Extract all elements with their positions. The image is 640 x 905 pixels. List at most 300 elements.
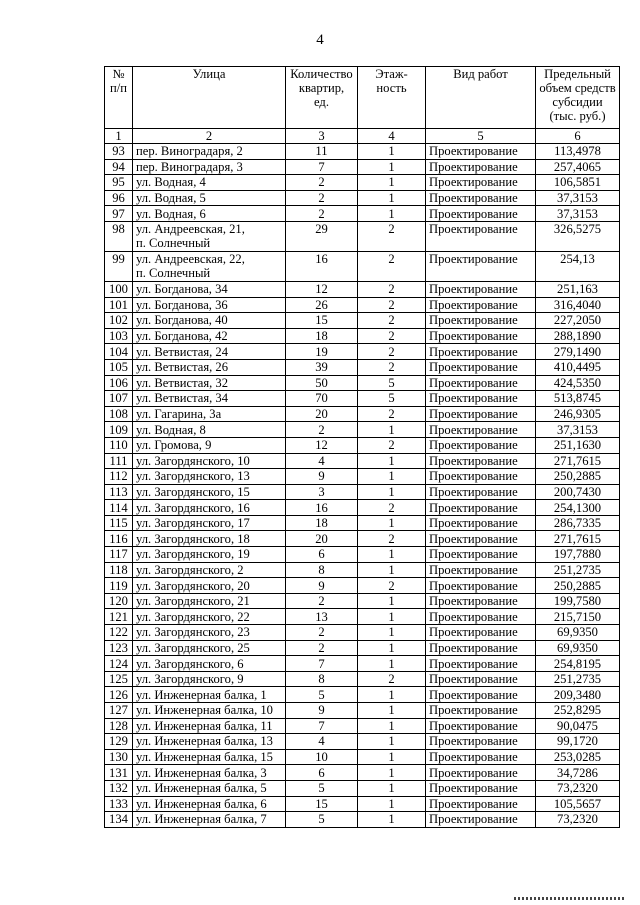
row-number: 98 [105, 221, 133, 251]
street-text: ул. Загордянского, 2 [136, 562, 244, 577]
column-index: 3 [286, 129, 358, 144]
work-type-cell: Проектирование [426, 484, 536, 500]
work-type-cell: Проектирование [426, 422, 536, 438]
row-number: 115 [105, 515, 133, 531]
floors-cell: 1 [358, 144, 426, 160]
apartments-cell: 39 [286, 359, 358, 375]
street-cell [133, 297, 286, 313]
subsidy-cell: 73,2320 [536, 780, 620, 796]
subsidy-cell: 252,8295 [536, 703, 620, 719]
apartments-cell: 4 [286, 453, 358, 469]
apartments-cell: 9 [286, 578, 358, 594]
apartments-cell: 8 [286, 562, 358, 578]
table-row [105, 406, 620, 422]
floors-cell: 2 [358, 221, 426, 251]
table-row [105, 344, 620, 360]
row-number: 103 [105, 328, 133, 344]
subsidy-cell: 254,13 [536, 251, 620, 281]
table-row [105, 531, 620, 547]
row-number: 112 [105, 469, 133, 485]
work-type-cell: Проектирование [426, 718, 536, 734]
row-number: 120 [105, 593, 133, 609]
floors-cell: 1 [358, 734, 426, 750]
subsidy-cell: 209,3480 [536, 687, 620, 703]
street-cell [133, 718, 286, 734]
subsidy-cell: 251,163 [536, 281, 620, 297]
floors-cell: 2 [358, 437, 426, 453]
table-row [105, 765, 620, 781]
work-type-cell: Проектирование [426, 547, 536, 563]
work-type-cell: Проектирование [426, 469, 536, 485]
floors-cell: 1 [358, 703, 426, 719]
street-cell [133, 221, 286, 251]
table-row [105, 687, 620, 703]
row-number: 116 [105, 531, 133, 547]
street-cell [133, 547, 286, 563]
apartments-cell: 70 [286, 391, 358, 407]
street-text: ул. Инженерная балка, 13 [136, 734, 273, 749]
subsidy-cell: 316,4040 [536, 297, 620, 313]
street-text: ул. Водная, 6 [136, 206, 206, 221]
row-number: 122 [105, 625, 133, 641]
street-text: ул. Богданова, 34 [136, 282, 228, 297]
row-number: 119 [105, 578, 133, 594]
street-cell [133, 515, 286, 531]
row-number: 109 [105, 422, 133, 438]
street-text: ул. Загордянского, 13 [136, 469, 250, 484]
street-text: ул. Водная, 4 [136, 175, 206, 190]
street-text: ул. Андреевская, 22, п. Солнечный [136, 251, 245, 280]
floors-cell: 2 [358, 359, 426, 375]
apartments-cell: 11 [286, 144, 358, 160]
column-index: 5 [426, 129, 536, 144]
table-row [105, 796, 620, 812]
floors-cell: 1 [358, 718, 426, 734]
floors-cell: 1 [358, 593, 426, 609]
floors-cell: 1 [358, 547, 426, 563]
table-row [105, 453, 620, 469]
work-type-cell: Проектирование [426, 625, 536, 641]
work-type-cell: Проектирование [426, 453, 536, 469]
apartments-cell: 5 [286, 687, 358, 703]
apartments-cell: 2 [286, 625, 358, 641]
table-row [105, 297, 620, 313]
column-index: 1 [105, 129, 133, 144]
table-row [105, 437, 620, 453]
row-number: 132 [105, 780, 133, 796]
table-row [105, 703, 620, 719]
work-type-cell: Проектирование [426, 344, 536, 360]
row-number: 95 [105, 175, 133, 191]
street-text: ул. Инженерная балка, 15 [136, 750, 273, 765]
street-text: пер. Виноградаря, 3 [136, 159, 243, 174]
row-number: 123 [105, 640, 133, 656]
street-text: ул. Ветвистая, 34 [136, 391, 229, 406]
row-number: 111 [105, 453, 133, 469]
floors-cell: 2 [358, 500, 426, 516]
street-cell [133, 812, 286, 828]
work-type-cell: Проектирование [426, 313, 536, 329]
header-number: № п/п [105, 67, 133, 129]
work-type-cell: Проектирование [426, 206, 536, 222]
table-row [105, 175, 620, 191]
street-text: ул. Ветвистая, 32 [136, 375, 229, 390]
street-text: ул. Инженерная балка, 7 [136, 812, 267, 827]
street-text: ул. Инженерная балка, 1 [136, 687, 267, 702]
apartments-cell: 29 [286, 221, 358, 251]
row-number: 102 [105, 313, 133, 329]
floors-cell: 1 [358, 749, 426, 765]
work-type-cell: Проектирование [426, 328, 536, 344]
street-text: ул. Инженерная балка, 10 [136, 703, 273, 718]
floors-cell: 1 [358, 484, 426, 500]
floors-cell: 1 [358, 656, 426, 672]
row-number: 106 [105, 375, 133, 391]
floors-cell: 1 [358, 515, 426, 531]
row-number: 126 [105, 687, 133, 703]
apartments-cell: 4 [286, 734, 358, 750]
street-cell [133, 640, 286, 656]
street-text: ул. Ветвистая, 26 [136, 360, 229, 375]
table-row [105, 144, 620, 160]
street-text: ул. Загордянского, 15 [136, 484, 250, 499]
row-number: 118 [105, 562, 133, 578]
street-cell [133, 251, 286, 281]
street-cell [133, 796, 286, 812]
work-type-cell: Проектирование [426, 144, 536, 160]
street-cell [133, 359, 286, 375]
table-row [105, 671, 620, 687]
table-row [105, 734, 620, 750]
work-type-cell: Проектирование [426, 531, 536, 547]
subsidy-cell: 271,7615 [536, 453, 620, 469]
street-text: ул. Водная, 8 [136, 422, 206, 437]
subsidy-cell: 326,5275 [536, 221, 620, 251]
table-row [105, 281, 620, 297]
floors-cell: 1 [358, 640, 426, 656]
apartments-cell: 6 [286, 765, 358, 781]
table-row [105, 159, 620, 175]
street-cell [133, 406, 286, 422]
subsidy-cell: 288,1890 [536, 328, 620, 344]
table-row [105, 500, 620, 516]
work-type-cell: Проектирование [426, 251, 536, 281]
floors-cell: 1 [358, 206, 426, 222]
work-type-cell: Проектирование [426, 609, 536, 625]
work-type-cell: Проектирование [426, 375, 536, 391]
street-text: ул. Загордянского, 22 [136, 609, 250, 624]
street-cell [133, 593, 286, 609]
street-cell [133, 609, 286, 625]
subsidy-cell: 253,0285 [536, 749, 620, 765]
subsidy-cell: 69,9350 [536, 625, 620, 641]
row-number: 107 [105, 391, 133, 407]
apartments-cell: 9 [286, 703, 358, 719]
street-cell [133, 687, 286, 703]
apartments-cell: 5 [286, 780, 358, 796]
row-number: 129 [105, 734, 133, 750]
street-text: ул. Богданова, 40 [136, 313, 228, 328]
apartments-cell: 5 [286, 812, 358, 828]
table-row [105, 656, 620, 672]
column-index: 4 [358, 129, 426, 144]
row-number: 113 [105, 484, 133, 500]
floors-cell: 2 [358, 344, 426, 360]
apartments-cell: 3 [286, 484, 358, 500]
row-number: 94 [105, 159, 133, 175]
subsidy-cell: 90,0475 [536, 718, 620, 734]
work-type-cell: Проектирование [426, 159, 536, 175]
floors-cell: 1 [358, 625, 426, 641]
apartments-cell: 16 [286, 500, 358, 516]
page-number: 4 [316, 32, 324, 48]
table-row [105, 547, 620, 563]
table-row [105, 375, 620, 391]
apartments-cell: 7 [286, 718, 358, 734]
subsidy-cell: 105,5657 [536, 796, 620, 812]
floors-cell: 1 [358, 159, 426, 175]
street-text: ул. Инженерная балка, 3 [136, 765, 267, 780]
subsidy-cell: 251,2735 [536, 671, 620, 687]
street-cell [133, 422, 286, 438]
row-number: 97 [105, 206, 133, 222]
subsidy-cell: 200,7430 [536, 484, 620, 500]
work-type-cell: Проектирование [426, 593, 536, 609]
work-type-cell: Проектирование [426, 406, 536, 422]
apartments-cell: 13 [286, 609, 358, 625]
floors-cell: 1 [358, 687, 426, 703]
apartments-cell: 2 [286, 422, 358, 438]
apartments-cell: 20 [286, 406, 358, 422]
street-cell [133, 391, 286, 407]
work-type-cell: Проектирование [426, 221, 536, 251]
street-cell [133, 578, 286, 594]
floors-cell: 1 [358, 796, 426, 812]
floors-cell: 2 [358, 313, 426, 329]
street-cell [133, 780, 286, 796]
street-cell [133, 531, 286, 547]
work-type-cell: Проектирование [426, 500, 536, 516]
table-row [105, 593, 620, 609]
table-row [105, 328, 620, 344]
street-text: ул. Загордянского, 17 [136, 516, 250, 531]
street-text: ул. Загордянского, 20 [136, 578, 250, 593]
floors-cell: 2 [358, 281, 426, 297]
apartments-cell: 6 [286, 547, 358, 563]
table-row [105, 515, 620, 531]
floors-cell: 2 [358, 671, 426, 687]
floors-cell: 1 [358, 562, 426, 578]
subsidy-cell: 251,1630 [536, 437, 620, 453]
street-cell [133, 500, 286, 516]
subsidy-cell: 410,4495 [536, 359, 620, 375]
work-type-cell: Проектирование [426, 437, 536, 453]
street-cell [133, 749, 286, 765]
floors-cell: 2 [358, 251, 426, 281]
floors-cell: 5 [358, 375, 426, 391]
apartments-cell: 26 [286, 297, 358, 313]
apartments-cell: 18 [286, 515, 358, 531]
subsidy-cell: 37,3153 [536, 422, 620, 438]
row-number: 134 [105, 812, 133, 828]
apartments-cell: 2 [286, 175, 358, 191]
street-cell [133, 453, 286, 469]
work-type-cell: Проектирование [426, 796, 536, 812]
street-cell [133, 144, 286, 160]
subsidy-cell: 99,1720 [536, 734, 620, 750]
row-number: 101 [105, 297, 133, 313]
floors-cell: 2 [358, 406, 426, 422]
row-number: 130 [105, 749, 133, 765]
street-cell [133, 656, 286, 672]
street-text: ул. Ветвистая, 24 [136, 344, 229, 359]
subsidy-cell: 251,2735 [536, 562, 620, 578]
header-street: Улица [133, 67, 286, 129]
street-cell [133, 734, 286, 750]
table-row [105, 625, 620, 641]
row-number: 133 [105, 796, 133, 812]
street-cell [133, 328, 286, 344]
floors-cell: 2 [358, 531, 426, 547]
street-cell [133, 671, 286, 687]
subsidy-cell: 246,9305 [536, 406, 620, 422]
street-text: ул. Загордянского, 23 [136, 625, 250, 640]
apartments-cell: 12 [286, 281, 358, 297]
street-cell [133, 562, 286, 578]
table-header [105, 67, 620, 144]
apartments-cell: 9 [286, 469, 358, 485]
street-text: ул. Водная, 5 [136, 191, 206, 206]
table-row [105, 313, 620, 329]
column-index: 2 [133, 129, 286, 144]
table-row [105, 359, 620, 375]
apartments-cell: 15 [286, 796, 358, 812]
table-row [105, 718, 620, 734]
floors-cell: 5 [358, 391, 426, 407]
apartments-cell: 50 [286, 375, 358, 391]
subsidy-cell: 199,7580 [536, 593, 620, 609]
subsidy-cell: 513,8745 [536, 391, 620, 407]
floors-cell: 2 [358, 328, 426, 344]
table-row [105, 251, 620, 281]
floors-cell: 1 [358, 469, 426, 485]
work-type-cell: Проектирование [426, 359, 536, 375]
street-cell [133, 281, 286, 297]
street-cell [133, 313, 286, 329]
row-number: 125 [105, 671, 133, 687]
subsidy-cell: 69,9350 [536, 640, 620, 656]
work-type-cell: Проектирование [426, 578, 536, 594]
apartments-cell: 12 [286, 437, 358, 453]
apartments-cell: 18 [286, 328, 358, 344]
table-row [105, 609, 620, 625]
table-row [105, 812, 620, 828]
work-type-cell: Проектирование [426, 281, 536, 297]
table-row [105, 221, 620, 251]
apartments-cell: 20 [286, 531, 358, 547]
table-row [105, 578, 620, 594]
subsidy-cell: 254,1300 [536, 500, 620, 516]
table-row [105, 469, 620, 485]
street-cell [133, 206, 286, 222]
header-apartments: Количество квартир, ед. [286, 67, 358, 129]
apartments-cell: 10 [286, 749, 358, 765]
header-subsidy: Предельный объем средств субсидии (тыс. руб.) [536, 67, 620, 129]
street-cell [133, 703, 286, 719]
row-number: 110 [105, 437, 133, 453]
table-row [105, 640, 620, 656]
subsidy-cell: 250,2885 [536, 578, 620, 594]
subsidy-cell: 250,2885 [536, 469, 620, 485]
row-number: 93 [105, 144, 133, 160]
subsidy-cell: 215,7150 [536, 609, 620, 625]
scan-artifact [514, 897, 624, 900]
street-cell [133, 175, 286, 191]
table-row [105, 190, 620, 206]
apartments-cell: 16 [286, 251, 358, 281]
header-floors: Этаж- ность [358, 67, 426, 129]
row-number: 100 [105, 281, 133, 297]
work-type-cell: Проектирование [426, 703, 536, 719]
apartments-cell: 2 [286, 206, 358, 222]
row-number: 105 [105, 359, 133, 375]
table-body [105, 144, 620, 828]
street-text: ул. Громова, 9 [136, 438, 212, 453]
apartments-cell: 7 [286, 656, 358, 672]
subsidy-cell: 286,7335 [536, 515, 620, 531]
apartments-cell: 2 [286, 593, 358, 609]
floors-cell: 1 [358, 422, 426, 438]
floors-cell: 2 [358, 578, 426, 594]
street-cell [133, 469, 286, 485]
subsidy-cell: 227,2050 [536, 313, 620, 329]
street-text: ул. Богданова, 36 [136, 297, 228, 312]
street-text: пер. Виноградаря, 2 [136, 144, 243, 159]
subsidy-table [104, 66, 620, 828]
apartments-cell: 2 [286, 640, 358, 656]
street-cell [133, 625, 286, 641]
floors-cell: 1 [358, 175, 426, 191]
work-type-cell: Проектирование [426, 734, 536, 750]
work-type-cell: Проектирование [426, 297, 536, 313]
work-type-cell: Проектирование [426, 640, 536, 656]
subsidy-cell: 106,5851 [536, 175, 620, 191]
apartments-cell: 8 [286, 671, 358, 687]
work-type-cell: Проектирование [426, 656, 536, 672]
subsidy-cell: 113,4978 [536, 144, 620, 160]
street-text: ул. Загордянского, 6 [136, 656, 244, 671]
work-type-cell: Проектирование [426, 749, 536, 765]
floors-cell: 1 [358, 190, 426, 206]
subsidy-cell: 271,7615 [536, 531, 620, 547]
street-text: ул. Загордянского, 16 [136, 500, 250, 515]
floors-cell: 1 [358, 780, 426, 796]
work-type-cell: Проектирование [426, 515, 536, 531]
street-cell [133, 159, 286, 175]
work-type-cell: Проектирование [426, 780, 536, 796]
street-text: ул. Загордянского, 10 [136, 453, 250, 468]
subsidy-cell: 73,2320 [536, 812, 620, 828]
work-type-cell: Проектирование [426, 687, 536, 703]
table-row [105, 391, 620, 407]
work-type-cell: Проектирование [426, 190, 536, 206]
subsidy-cell: 37,3153 [536, 190, 620, 206]
subsidy-cell: 197,7880 [536, 547, 620, 563]
row-number: 114 [105, 500, 133, 516]
row-number: 127 [105, 703, 133, 719]
street-cell [133, 375, 286, 391]
street-cell [133, 484, 286, 500]
